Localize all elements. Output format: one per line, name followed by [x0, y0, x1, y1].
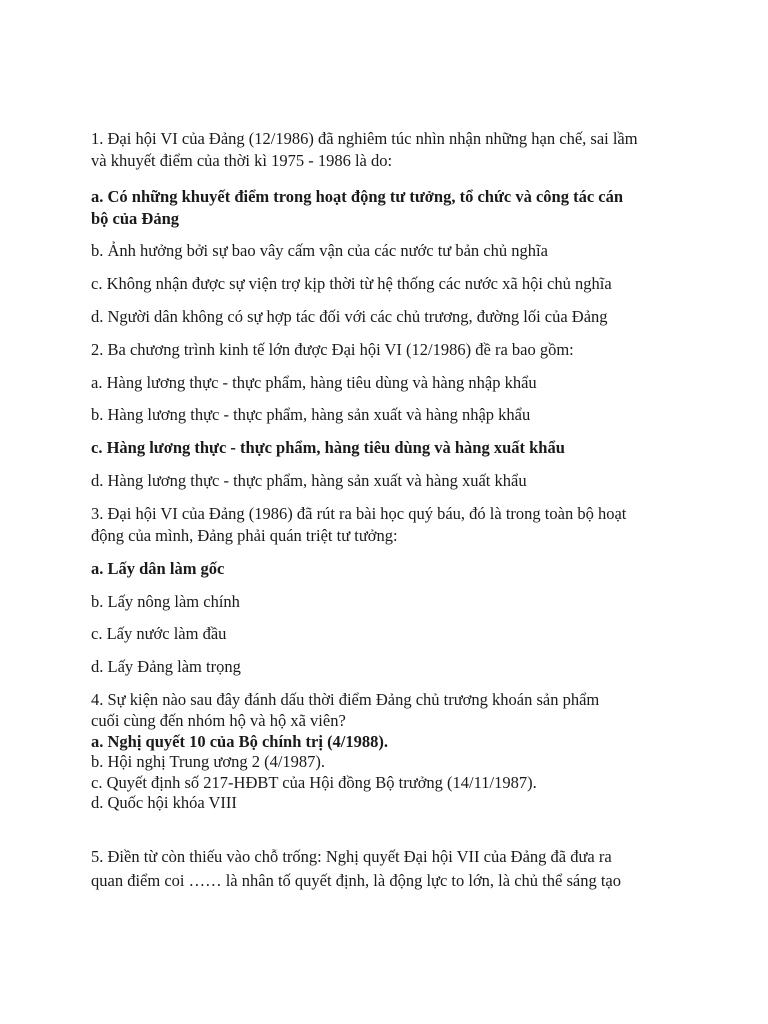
question-1-stem-line-1: 1. Đại hội VI của Đảng (12/1986) đã nghiêm túc nhìn nhận những hạn chế, sai lầm [91, 129, 638, 148]
question-2-option-b: b. Hàng lương thực - thực phẩm, hàng sản xuất và hàng nhập khẩu [91, 405, 531, 424]
question-5-stem-line-1: 5. Điền từ còn thiếu vào chỗ trống: Nghị quyết Đại hội VII của Đảng đã đưa ra [91, 847, 612, 866]
question-3-option-b: b. Lấy nông làm chính [91, 592, 240, 611]
question-3-stem-line-1: 3. Đại hội VI của Đảng (1986) đã rút ra bài học quý báu, đó là trong toàn bộ hoạt [91, 504, 627, 523]
question-2-option-a: a. Hàng lương thực - thực phẩm, hàng tiêu dùng và hàng nhập khẩu [91, 373, 537, 392]
question-4-option-b: b. Hội nghị Trung ương 2 (4/1987). [91, 752, 326, 771]
question-4-option-d: d. Quốc hội khóa VIII [91, 793, 237, 812]
question-2-option-d: d. Hàng lương thực - thực phẩm, hàng sản xuất và hàng xuất khẩu [91, 471, 527, 490]
question-1-option-c: c. Không nhận được sự viện trợ kịp thời từ hệ thống các nước xã hội chủ nghĩa [91, 274, 612, 293]
question-1-stem-line-2: và khuyết điểm của thời kì 1975 - 1986 là do: [91, 151, 393, 170]
question-3-option-a: a. Lấy dân làm gốc [91, 559, 225, 578]
question-1-option-a-line-2: bộ của Đảng [91, 209, 180, 228]
question-1-option-a-line-1: a. Có những khuyết điểm trong hoạt động tư tưởng, tổ chức và công tác cán [91, 187, 624, 206]
question-3-stem-line-2: động của mình, Đảng phải quán triệt tư tưởng: [91, 526, 398, 545]
question-4-option-c: c. Quyết định số 217-HĐBT của Hội đồng Bộ trưởng (14/11/1987). [91, 773, 537, 792]
question-2-option-c: c. Hàng lương thực - thực phẩm, hàng tiêu dùng và hàng xuất khẩu [91, 438, 565, 457]
question-5-stem-line-2: quan điểm coi …… là nhân tố quyết định, là động lực to lớn, là chủ thể sáng tạo [91, 871, 621, 890]
question-2-stem-line-1: 2. Ba chương trình kinh tế lớn được Đại hội VI (12/1986) đề ra bao gồm: [91, 340, 574, 359]
question-3-option-c: c. Lấy nước làm đầu [91, 624, 227, 643]
question-3-option-d: d. Lấy Đảng làm trọng [91, 657, 241, 676]
question-4-stem-line-1: 4. Sự kiện nào sau đây đánh dấu thời điểm Đảng chủ trương khoán sản phẩm [91, 690, 600, 709]
question-4-option-a: a. Nghị quyết 10 của Bộ chính trị (4/1988). [91, 732, 389, 751]
question-1-option-b: b. Ảnh hưởng bởi sự bao vây cấm vận của các nước tư bản chủ nghĩa [91, 241, 548, 260]
question-1-option-d: d. Người dân không có sự hợp tác đối với các chủ trương, đường lối của Đảng [91, 307, 608, 326]
question-4-stem-line-2: cuối cùng đến nhóm hộ và hộ xã viên? [91, 711, 346, 730]
